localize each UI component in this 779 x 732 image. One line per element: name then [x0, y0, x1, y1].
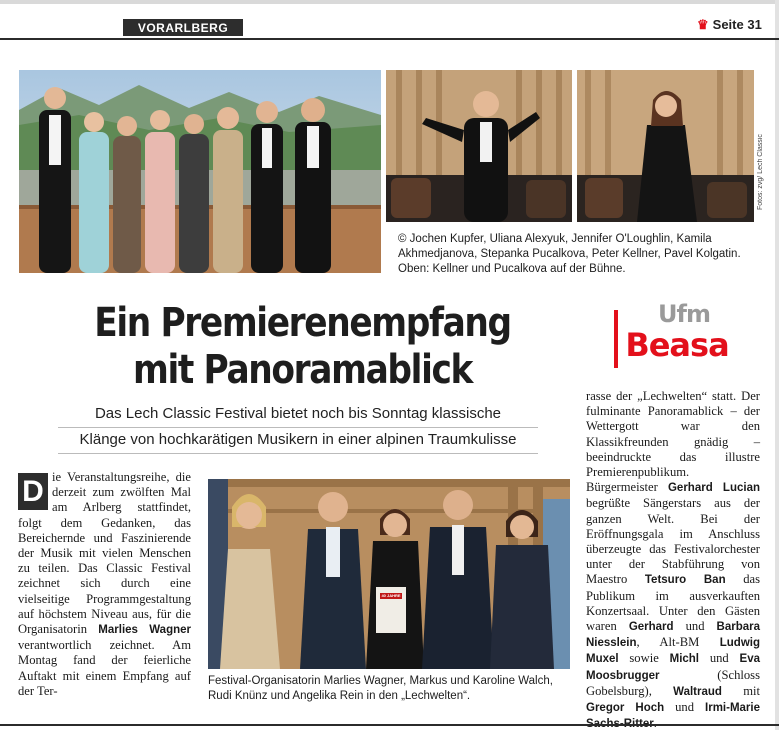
name-barbara-niesslein: Barbara Niesslein: [586, 621, 760, 650]
crown-icon: ♛: [697, 17, 709, 32]
name-ludwig-muxel: Ludwig Muxel: [586, 637, 760, 666]
col2-text: (Schloss Gobelsburg),: [586, 667, 760, 698]
col2-text: und: [699, 651, 740, 666]
headline-line-2: mit Panoramablick: [132, 347, 473, 393]
col2-text: und: [673, 619, 717, 634]
name-eva-moosbrugger: Eva Moosbrugger: [586, 653, 760, 682]
col2-text: begrüßte Sängerstars aus der ganzen Welt. Bei der Eröffnungsgala im Anschluss überzeugte das Festivalorchester unter der Stabführung von Maestro: [586, 496, 760, 587]
reception-photo-caption: Festival-Organisatorin Marlies Wagner, Markus und Karoline Walch, Rudi Knünz und Angelika Rein in den „Lechwelten“.: [208, 675, 553, 702]
top-border: [0, 0, 779, 4]
subheadline-line-1: Das Lech Classic Festival bietet noch bis Sonntag klassische: [94, 405, 502, 422]
article-column-1: [18, 470, 191, 699]
article-column-2: [586, 389, 760, 732]
section-label: VORARLBERG: [123, 19, 243, 36]
name-tetsuro-ban: Tetsuro Ban: [644, 574, 726, 587]
col1-text-b: verantwortlich zeichnet. Am Montag fand der feierliche Auftakt mit einem Empfang auf der Ter-: [18, 638, 191, 698]
book-title: 40 JAHRE: [381, 593, 401, 598]
col2-text: mit: [721, 683, 760, 698]
col1-text-a: ie Veranstaltungsreihe, die derzeit zum zwölften Mal am Arlberg stattfindet, folgt dem Gedanken, das Bereichernde und Faszinierende der Musik mit vielen Menschen zu teilen. Das Classic Festival zeichnet sich durch eine vielseitige Programmgestaltung auf höchstem Niveau aus, für die Organisatorin: [18, 470, 191, 637]
col2-text: und: [664, 700, 706, 715]
name-irmi-marie-sachs-ritter: Irmi-Marie: [705, 702, 760, 715]
headline-line-1: Ein Premierenempfang: [94, 300, 511, 346]
col2-text: das Publikum im ausverkauften Konzertsaal. Unter den Gästen waren: [586, 572, 760, 634]
headline: [68, 300, 537, 394]
logo-main-text: Beasa: [625, 326, 729, 364]
photo-group-terrace: [19, 70, 381, 273]
top-photo-caption: © Jochen Kupfer, Uliana Alexyuk, Jennifer O'Loughlin, Kamila Akhmedjanova, Stepanka Pucalkova, Peter Kellner, Pavel Kolgatin. Oben: Kellner und Pucalkova auf der Bühne.: [398, 233, 741, 275]
name-gerhard: Gerhard: [628, 621, 674, 634]
photo-credit: Fotos: zvg/ Lech Classic: [757, 134, 764, 210]
column-logo: [614, 300, 762, 370]
drop-cap: D: [18, 473, 48, 510]
logo-top-text: Ufm: [658, 300, 710, 328]
subheadline-rule: [58, 427, 538, 428]
name-gregor-hoch: Gregor Hoch: [586, 702, 665, 715]
page-number: [697, 17, 762, 32]
name-marlies-wagner: Marlies Wagner: [98, 624, 191, 637]
col2-text: rasse der „Lechwelten“ statt. Der fulminante Panoramablick – der Wettergott war den Klassikfreunden gnädig – beeindruckte das illustre Premierenpublikum. Bürgermeister: [586, 389, 760, 495]
name-michl: Michl: [669, 653, 699, 666]
photo-singer-female: [577, 70, 754, 222]
right-border: [775, 0, 779, 730]
footer-rule: [0, 724, 779, 726]
name-waltraud: Waltraud: [673, 685, 722, 698]
subheadline-line-2: Klänge von hochkarätigen Musikern in einer alpinen Traumkulisse: [79, 431, 517, 448]
col2-text: , Alt-BM: [636, 635, 720, 650]
photo-singer-male: [386, 70, 572, 222]
col2-text: sowie: [618, 651, 670, 666]
photo-reception-group: [208, 479, 570, 669]
name-gerhard-lucian: Gerhard Lucian: [667, 482, 760, 495]
header-rule: [0, 38, 779, 40]
subheadline-rule: [58, 453, 538, 454]
page-number-text: Seite 31: [712, 17, 762, 32]
